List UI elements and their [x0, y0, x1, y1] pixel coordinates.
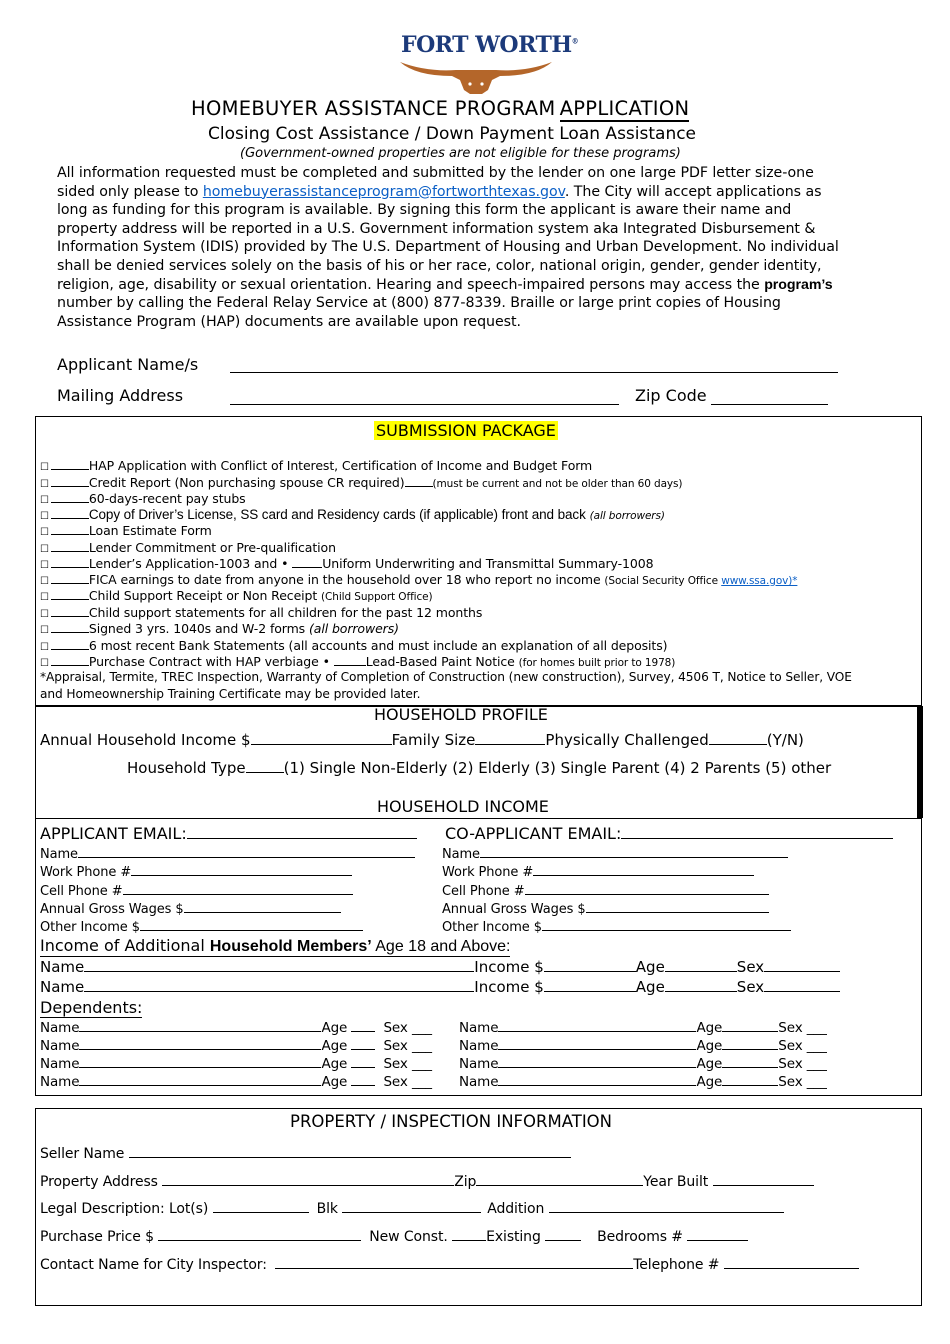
intro-line: sided only please to homebuyerassistanceprogram@fortworthtexas.gov. The City will accept applications as [57, 183, 822, 200]
dependent-row: Name Age Sex ___ [459, 1020, 827, 1036]
checkbox[interactable]: ☐ [40, 560, 49, 571]
list-item: ☐ Lender’s Application-1003 and • Uniform Underwriting and Transmittal Summary-1008 [40, 556, 654, 571]
fort-worth-logo [396, 30, 579, 94]
checkbox[interactable]: ☐ [40, 642, 49, 653]
applicant-work-phone: Work Phone # [40, 863, 352, 881]
checkbox[interactable]: ☐ [40, 479, 49, 490]
checkbox[interactable]: ☐ [40, 625, 49, 636]
checkbox[interactable]: ☐ [40, 511, 49, 522]
list-item: ☐ HAP Application with Conflict of Interest, Certification of Income and Budget Form [40, 458, 593, 473]
coapplicant-gross-wages: Annual Gross Wages $ [442, 900, 769, 918]
dependent-row: Name Age Sex ___ [40, 1074, 432, 1090]
zip-code-label: Zip Code [635, 386, 707, 405]
household-profile-divider [35, 818, 922, 819]
checkbox[interactable]: ☐ [40, 576, 49, 587]
legal-description-row: Legal Description: Lot(s) Blk Addition [40, 1200, 784, 1217]
additional-member-row: Name Income $ Age Sex [40, 958, 840, 976]
seller-row: Seller Name [40, 1145, 571, 1162]
intro-line: long as funding for this program is available. By signing this form the applicant is aware their name and [57, 202, 792, 219]
dependent-row: Name Age Sex ___ [459, 1038, 827, 1054]
intro-line: shall be denied services solely on the basis of his or her race, color, national origin, gender, gender identity, [57, 257, 822, 274]
applicant-email-label: APPLICANT EMAIL: [40, 824, 417, 843]
household-income-row: Annual Household Income $ Family Size Physically Challenged (Y/N) [40, 731, 804, 749]
applicant-name: Name [40, 845, 415, 863]
additional-members-heading: Income of Additional Household Members’ Age 18 and Above: [40, 936, 511, 955]
checkbox[interactable]: ☐ [40, 527, 49, 538]
list-item: ☐ Credit Report (Non purchasing spouse CR required) (must be current and not be older than 60 days) [40, 475, 683, 490]
logo-text: FORT WORTH® [401, 32, 579, 58]
property-address-row: Property Address Zip Year Built [40, 1173, 814, 1190]
zip-code-field[interactable] [711, 404, 828, 405]
checkbox[interactable]: ☐ [40, 609, 49, 620]
intro-line: religion, age, disability or sexual orientation. Hearing and speech-impaired persons may access the program’s [57, 276, 833, 293]
list-item: ☐ Child Support Receipt or Non Receipt (Child Support Office) [40, 588, 433, 603]
intro-line: All information requested must be completed and submitted by the lender on one large PDF letter size-one [57, 165, 814, 181]
checkbox[interactable]: ☐ [40, 495, 49, 506]
list-item: ☐ Signed 3 yrs. 1040s and W-2 forms (all borrowers) [40, 621, 399, 636]
ssa-link[interactable]: www.ssa.gov)* [721, 575, 798, 587]
checkbox[interactable]: ☐ [40, 544, 49, 555]
property-heading: PROPERTY / INSPECTION INFORMATION [290, 1112, 613, 1131]
submission-footnote: and Homeownership Training Certificate may be provided later. [40, 687, 421, 701]
intro-line: number by calling the Federal Relay Service at (800) 877-8339. Braille or large print copies of Housing [57, 295, 781, 312]
list-item: ☐ Purchase Contract with HAP verbiage • Lead-Based Paint Notice (for homes built prior to 1978) [40, 654, 676, 669]
form-title: HOMEBUYER ASSISTANCE PROGRAM APPLICATION [191, 97, 690, 120]
longhorn-icon [396, 58, 556, 94]
applicant-cell-phone: Cell Phone # [40, 882, 353, 900]
coapplicant-name: Name [442, 845, 788, 863]
dependent-row: Name Age Sex ___ [40, 1038, 432, 1054]
additional-member-row: Name Income $ Age Sex [40, 978, 840, 996]
email-link[interactable]: homebuyerassistanceprogram@fortworthtexas.gov [202, 183, 565, 200]
form-subtitle: Closing Cost Assistance / Down Payment Loan Assistance [208, 124, 697, 144]
applicant-name-field[interactable] [230, 372, 838, 373]
applicant-other-income: Other Income $ [40, 918, 363, 936]
form-note: (Government-owned properties are not eligible for these programs) [240, 146, 681, 161]
intro-line: Information System (IDIS) provided by The U.S. Department of Housing and Urban Development. No individual [57, 239, 839, 256]
dependent-row: Name Age Sex ___ [459, 1056, 827, 1072]
dependent-row: Name Age Sex ___ [40, 1020, 432, 1036]
dependent-row: Name Age Sex ___ [459, 1074, 827, 1090]
purchase-price-row: Purchase Price $ New Const. Existing Bedrooms # [40, 1228, 748, 1245]
list-item: ☐ 6 most recent Bank Statements (all accounts and must include an explanation of all deposits) [40, 638, 668, 653]
household-profile-heading: HOUSEHOLD PROFILE [374, 705, 548, 724]
list-item: ☐ Loan Estimate Form [40, 523, 212, 538]
coapplicant-email-label: CO-APPLICANT EMAIL: [445, 824, 893, 843]
coapplicant-cell-phone: Cell Phone # [442, 882, 769, 900]
coapplicant-other-income: Other Income $ [442, 918, 791, 936]
dependent-row: Name Age Sex ___ [40, 1056, 432, 1072]
checkbox[interactable]: ☐ [40, 462, 49, 473]
dependents-heading: Dependents: [40, 998, 143, 1017]
intro-line: property address will be reported in a U.S. Government information system aka Integrated Disbursement & [57, 220, 816, 237]
submission-heading: SUBMISSION PACKAGE [376, 421, 556, 440]
household-type-row: Household Type (1) Single Non-Elderly (2) Elderly (3) Single Parent (4) 2 Parents (5) other [127, 759, 832, 777]
applicant-gross-wages: Annual Gross Wages $ [40, 900, 341, 918]
applicant-name-label: Applicant Name/s [57, 355, 199, 374]
list-item: ☐ 60-days-recent pay stubs [40, 491, 246, 506]
mailing-address-label: Mailing Address [57, 386, 184, 405]
contact-row: Contact Name for City Inspector: Telephone # [40, 1256, 859, 1273]
intro-paragraph [57, 164, 839, 331]
checkbox[interactable]: ☐ [40, 592, 49, 603]
list-item: ☐ Lender Commitment or Pre-qualification [40, 540, 336, 555]
list-item: ☐ Child support statements for all children for the past 12 months [40, 605, 483, 620]
household-profile-side-bar [917, 706, 923, 818]
submission-footnote: *Appraisal, Termite, TREC Inspection, Warranty of Completion of Construction (new construction), Survey, 4506 T, Notice to Seller, VOE [40, 670, 852, 684]
household-income-heading: HOUSEHOLD INCOME [377, 797, 549, 816]
intro-line: Assistance Program (HAP) documents are available upon request. [57, 313, 521, 330]
list-item: ☐ Copy of Driver’s License, SS card and Residency cards (if applicable) front and back (all borrowers) [40, 507, 665, 522]
checkbox[interactable]: ☐ [40, 658, 49, 669]
list-item: ☐ FICA earnings to date from anyone in the household over 18 who report no income (Social Security Office www.ssa.gov)* [40, 572, 798, 587]
mailing-address-field[interactable] [230, 404, 619, 405]
coapplicant-work-phone: Work Phone # [442, 863, 754, 881]
